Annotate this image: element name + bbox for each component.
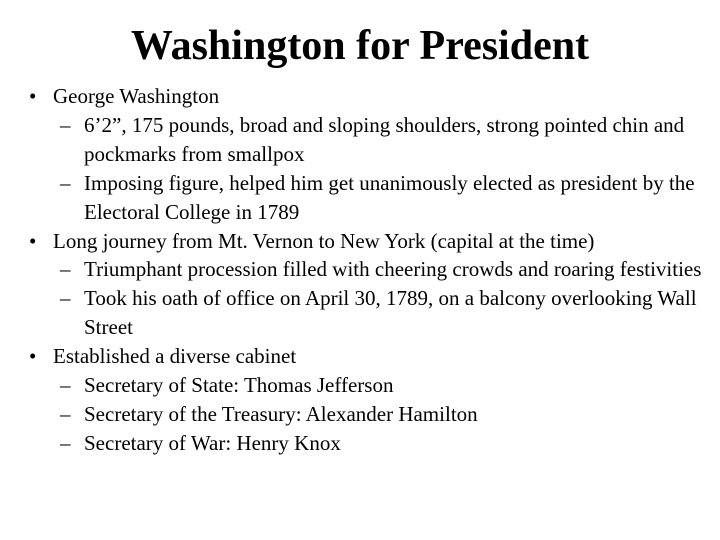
bullet-text: Established a diverse cabinet <box>53 344 297 369</box>
slide-body <box>0 82 720 458</box>
dash-marker: – <box>60 170 71 195</box>
dash-marker: – <box>60 257 71 282</box>
dash-marker: – <box>60 373 71 398</box>
dash-marker: – <box>60 112 71 137</box>
bullet-text: George Washington <box>53 84 220 108</box>
bullet-item <box>0 82 720 111</box>
bullet-item <box>0 227 720 256</box>
sub-bullet-item <box>0 429 720 458</box>
sub-bullet-text: 6’2”, 175 pounds, broad and sloping shoulders, strong pointed chin and pockmarks from smallpox <box>84 112 685 166</box>
sub-bullet-item <box>0 371 720 400</box>
sub-bullet-item <box>0 255 720 284</box>
sub-bullet-text: Secretary of War: Henry Knox <box>84 430 341 455</box>
bullet-marker: • <box>29 344 37 369</box>
sub-bullet-text: Secretary of the Treasury: Alexander Hamilton <box>84 401 478 426</box>
sub-bullet-text: Imposing figure, helped him get unanimously elected as president by the Electoral College in 1789 <box>84 170 695 224</box>
dash-marker: – <box>60 286 71 311</box>
bullet-text: Long journey from Mt. Vernon to New York (capital at the time) <box>53 228 595 253</box>
sub-bullet-text: Triumphant procession filled with cheering crowds and roaring festivities <box>84 257 702 282</box>
bullet-marker: • <box>29 84 37 108</box>
bullet-item <box>0 342 720 371</box>
slide-title: Washington for President <box>130 23 590 69</box>
sub-bullet-item <box>0 284 720 342</box>
dash-marker: – <box>60 430 71 455</box>
sub-bullet-text: Took his oath of office on April 30, 1789, on a balcony overlooking Wall Street <box>84 286 697 340</box>
sub-bullet-item <box>0 400 720 429</box>
sub-bullet-item <box>0 111 720 169</box>
dash-marker: – <box>60 401 71 426</box>
sub-bullet-text: Secretary of State: Thomas Jefferson <box>84 373 394 398</box>
bullet-marker: • <box>29 228 37 253</box>
sub-bullet-item <box>0 169 720 227</box>
